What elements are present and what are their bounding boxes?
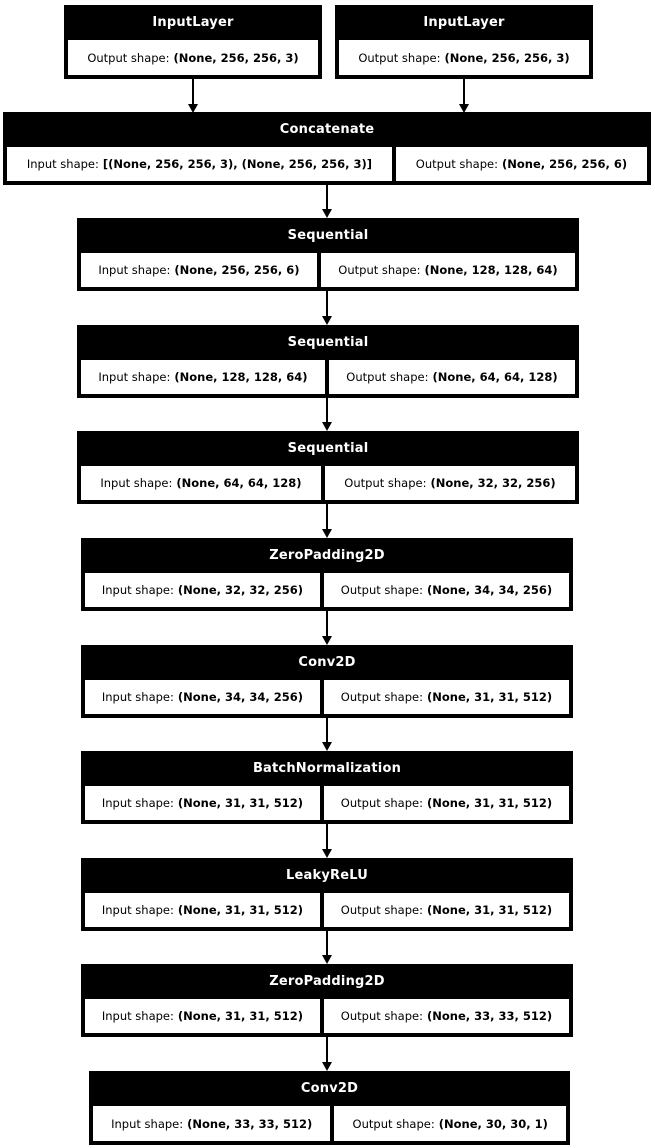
output-shape-cell <box>325 466 575 500</box>
input-shape-label: Input shape: <box>98 263 171 277</box>
arrow-leakyrelu-to-zeropadding2 <box>322 931 332 964</box>
output-shape-cell <box>334 1106 566 1141</box>
input-shape-cell <box>85 786 320 820</box>
node-leakyrelu <box>81 858 573 931</box>
node-body <box>68 40 318 75</box>
output-shape-value: (None, 128, 128, 64) <box>424 263 558 277</box>
output-shape-label: Output shape: <box>340 1009 423 1023</box>
node-title: InputLayer <box>423 15 505 30</box>
node-title: Concatenate <box>279 122 375 137</box>
node-title: Conv2D <box>300 1081 359 1096</box>
node-body <box>85 999 569 1033</box>
node-sequential-1 <box>77 218 579 291</box>
node-title: LeakyReLU <box>286 868 368 883</box>
input-shape-value: (None, 33, 33, 512) <box>187 1116 313 1131</box>
input-shape-cell <box>85 680 320 714</box>
arrowhead-icon <box>322 742 332 751</box>
node-zeropadding2d-2 <box>81 964 573 1037</box>
output-shape-label: Output shape: <box>340 903 423 917</box>
input-shape-cell <box>85 893 320 927</box>
output-shape-label: Output shape: <box>87 50 170 65</box>
output-shape-label: Output shape: <box>344 476 427 490</box>
edge-line <box>326 291 328 316</box>
node-conv2d-1 <box>81 645 573 718</box>
arrowhead-icon <box>322 849 332 858</box>
arrow-sequential3-to-zeropadding1 <box>322 504 332 538</box>
output-shape-value: (None, 30, 30, 1) <box>438 1116 548 1131</box>
node-body <box>85 680 569 714</box>
node-concatenate <box>3 112 651 185</box>
edge-line <box>192 79 194 104</box>
arrowhead-icon <box>322 529 332 538</box>
input-shape-value: (None, 31, 31, 512) <box>177 796 304 810</box>
input-shape-value: (None, 128, 128, 64) <box>174 370 308 384</box>
node-body <box>85 786 569 820</box>
input-shape-value: (None, 31, 31, 512) <box>177 903 304 917</box>
edge-line <box>326 504 328 529</box>
input-shape-label: Input shape: <box>98 370 171 384</box>
output-shape-value: (None, 64, 64, 128) <box>432 370 558 384</box>
input-shape-label: Input shape: <box>101 583 174 597</box>
edge-line <box>326 1037 328 1062</box>
output-shape-value: (None, 33, 33, 512) <box>426 1009 553 1023</box>
arrowhead-icon <box>322 209 332 218</box>
output-shape-label: Output shape: <box>338 263 421 277</box>
node-body <box>7 147 647 181</box>
input-shape-value: [(None, 256, 256, 3), (None, 256, 256, 3)] <box>102 157 373 171</box>
node-body <box>85 573 569 607</box>
node-body <box>93 1106 566 1141</box>
arrow-zeropadding2-to-conv2 <box>322 1037 332 1071</box>
arrow-concatenate-to-sequential1 <box>322 185 332 218</box>
input-shape-cell <box>85 573 320 607</box>
output-shape-label: Output shape: <box>340 690 423 704</box>
arrow-conv1-to-batchnorm <box>322 718 332 751</box>
output-shape-cell <box>324 573 569 607</box>
output-shape-value: (None, 31, 31, 512) <box>426 796 553 810</box>
node-title: Sequential <box>287 228 369 243</box>
arrowhead-icon <box>322 955 332 964</box>
input-shape-value: (None, 256, 256, 6) <box>174 263 300 277</box>
output-shape-cell <box>324 893 569 927</box>
arrow-sequential1-to-sequential2 <box>322 291 332 325</box>
input-shape-label: Input shape: <box>111 1116 184 1131</box>
node-inputlayer-1 <box>64 5 322 79</box>
node-inputlayer-2 <box>335 5 593 79</box>
output-shape-value: (None, 256, 256, 3) <box>173 50 299 65</box>
input-shape-cell <box>81 466 321 500</box>
output-shape-cell <box>324 999 569 1033</box>
arrow-zeropadding1-to-conv1 <box>322 611 332 645</box>
output-shape-cell <box>396 147 647 181</box>
input-shape-label: Input shape: <box>101 903 174 917</box>
input-shape-label: Input shape: <box>100 476 173 490</box>
node-title: BatchNormalization <box>252 761 402 776</box>
node-body <box>85 893 569 927</box>
output-shape-value: (None, 34, 34, 256) <box>426 583 553 597</box>
output-shape-cell <box>324 786 569 820</box>
output-shape-value: (None, 256, 256, 6) <box>501 157 628 171</box>
arrow-batchnorm-to-leakyrelu <box>322 824 332 858</box>
edge-line <box>326 398 328 422</box>
node-conv2d-2 <box>89 1071 570 1145</box>
node-batchnormalization <box>81 751 573 824</box>
output-shape-label: Output shape: <box>340 796 423 810</box>
input-shape-cell <box>93 1106 330 1141</box>
node-zeropadding2d-1 <box>81 538 573 611</box>
input-shape-value: (None, 31, 31, 512) <box>177 1009 304 1023</box>
input-shape-value: (None, 32, 32, 256) <box>177 583 304 597</box>
edge-line <box>326 824 328 849</box>
arrowhead-icon <box>322 422 332 431</box>
input-shape-cell <box>81 360 325 394</box>
output-shape-label: Output shape: <box>352 1116 435 1131</box>
input-shape-cell <box>7 147 392 181</box>
input-shape-value: (None, 34, 34, 256) <box>177 690 304 704</box>
output-shape-label: Output shape: <box>346 370 429 384</box>
input-shape-label: Input shape: <box>101 1009 174 1023</box>
edge-line <box>326 185 328 209</box>
output-shape-label: Output shape: <box>415 157 498 171</box>
input-shape-cell <box>81 253 317 287</box>
node-body <box>81 360 575 394</box>
node-title: ZeroPadding2D <box>269 548 385 563</box>
output-shape-cell <box>329 360 575 394</box>
input-shape-label: Input shape: <box>101 796 174 810</box>
output-shape-value: (None, 31, 31, 512) <box>426 903 553 917</box>
arrowhead-icon <box>322 1062 332 1071</box>
node-title: ZeroPadding2D <box>269 974 385 989</box>
edge-line <box>326 611 328 636</box>
node-body <box>81 466 575 500</box>
arrow-inputlayer2-to-concatenate <box>459 79 469 113</box>
output-shape-label: Output shape: <box>358 50 441 65</box>
output-shape-cell <box>321 253 575 287</box>
edge-line <box>326 931 328 955</box>
node-body <box>339 40 589 75</box>
node-body <box>81 253 575 287</box>
input-shape-value: (None, 64, 64, 128) <box>176 476 302 490</box>
arrow-inputlayer1-to-concatenate <box>188 79 198 113</box>
edge-line <box>326 718 328 742</box>
input-shape-label: Input shape: <box>26 157 99 171</box>
node-title: Sequential <box>287 335 369 350</box>
output-shape-cell <box>68 40 318 75</box>
arrowhead-icon <box>322 316 332 325</box>
node-title: Sequential <box>287 441 369 456</box>
node-title: InputLayer <box>152 15 234 30</box>
input-shape-cell <box>85 999 320 1033</box>
edge-line <box>463 79 465 104</box>
output-shape-value: (None, 32, 32, 256) <box>430 476 556 490</box>
arrowhead-icon <box>322 636 332 645</box>
input-shape-label: Input shape: <box>101 690 174 704</box>
output-shape-label: Output shape: <box>340 583 423 597</box>
output-shape-value: (None, 31, 31, 512) <box>426 690 553 704</box>
node-sequential-3 <box>77 431 579 504</box>
node-sequential-2 <box>77 325 579 398</box>
output-shape-value: (None, 256, 256, 3) <box>444 50 570 65</box>
node-title: Conv2D <box>298 655 356 670</box>
output-shape-cell <box>339 40 589 75</box>
arrow-sequential2-to-sequential3 <box>322 398 332 431</box>
output-shape-cell <box>324 680 569 714</box>
